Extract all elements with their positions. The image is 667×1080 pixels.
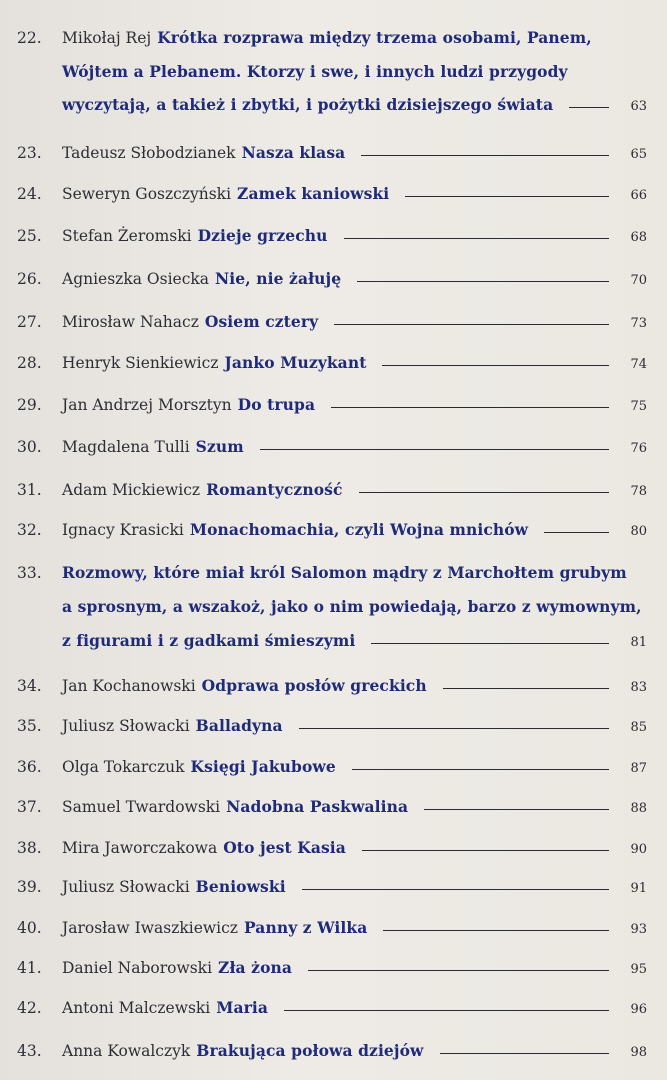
entry-number: 39.: [17, 878, 42, 896]
entry-line: [62, 95, 647, 117]
entry-title[interactable]: Odprawa posłów greckich: [201, 676, 427, 695]
entry-author: Stefan Żeromski: [62, 227, 192, 245]
toc-entry[interactable]: [0, 918, 667, 940]
entry-line: [62, 757, 647, 779]
dot-leader-line: [382, 364, 609, 366]
dot-leader-line: [424, 808, 609, 810]
entry-page-number: 63: [630, 99, 647, 114]
entry-title[interactable]: Wójtem a Plebanem. Ktorzy i swe, i innych ludzi przygody: [62, 62, 568, 81]
dot-leader-line: [440, 1052, 610, 1054]
entry-number: 43.: [17, 1042, 42, 1060]
entry-number: 26.: [17, 270, 42, 288]
entry-author: Magdalena Tulli: [62, 438, 190, 456]
entry-number: 41.: [17, 959, 42, 977]
entry-line: [62, 28, 647, 48]
entry-number: 35.: [17, 717, 42, 735]
entry-author: Adam Mickiewicz: [62, 481, 201, 499]
toc-entry[interactable]: [0, 480, 667, 502]
entry-page-number: 68: [630, 230, 647, 245]
dot-leader-line: [352, 768, 609, 770]
entry-page-number: 70: [630, 273, 647, 288]
dot-leader-line: [299, 727, 609, 729]
entry-author: Daniel Naborowski: [62, 959, 213, 977]
entry-author: Jarosław Iwaszkiewicz: [62, 919, 238, 937]
dot-leader-line: [260, 448, 609, 450]
entry-author: Henryk Sienkiewicz: [62, 354, 219, 372]
entry-author: Mikołaj Rej: [62, 29, 152, 47]
entry-title[interactable]: wyczytają, a takież i zbytki, i pożytki dzisiejszego świata: [62, 95, 554, 114]
toc-entry[interactable]: [0, 437, 667, 459]
entry-author: Olga Tokarczuk: [62, 758, 185, 776]
entry-title[interactable]: Szum: [195, 437, 244, 456]
entry-page-number: 95: [630, 962, 647, 977]
entry-title[interactable]: Beniowski: [195, 877, 286, 896]
entry-page-number: 85: [630, 720, 647, 735]
entry-author: Samuel Twardowski: [62, 798, 221, 816]
dot-leader-line: [344, 237, 610, 239]
toc-entry[interactable]: [0, 520, 667, 542]
entry-title[interactable]: Maria: [216, 998, 269, 1017]
entry-page-number: 75: [630, 399, 647, 414]
entry-title[interactable]: Osiem cztery: [204, 312, 319, 331]
entry-page-number: 91: [630, 881, 647, 896]
entry-title[interactable]: Brakująca połowa dziejów: [196, 1041, 424, 1060]
entry-number: 28.: [17, 354, 42, 372]
entry-number: 36.: [17, 758, 42, 776]
entry-number: 25.: [17, 227, 42, 245]
toc-entry[interactable]: [0, 1041, 667, 1063]
dot-leader-line: [308, 969, 609, 971]
entry-page-number: 81: [630, 635, 647, 650]
entry-line: [62, 312, 647, 334]
entry-author: Tadeusz Słobodzianek: [62, 144, 236, 162]
entry-page-number: 96: [630, 1002, 647, 1017]
entry-title[interactable]: Do trupa: [237, 395, 316, 414]
toc-entry[interactable]: [0, 676, 667, 698]
entry-title[interactable]: Romantyczność: [206, 480, 343, 499]
entry-line: [62, 676, 647, 698]
toc-entry[interactable]: [0, 395, 667, 417]
toc-entry[interactable]: [0, 998, 667, 1020]
entry-title[interactable]: Nasza klasa: [241, 143, 346, 162]
entry-line: [62, 353, 647, 375]
entry-line: [62, 716, 647, 738]
entry-author: Jan Kochanowski: [62, 677, 196, 695]
entry-line: [62, 1041, 647, 1063]
dot-leader-line: [284, 1009, 609, 1011]
toc-entry[interactable]: [0, 958, 667, 980]
toc-entry[interactable]: [0, 877, 667, 899]
entry-page-number: 74: [630, 357, 647, 372]
entry-line: [62, 520, 647, 542]
toc-entry[interactable]: [0, 226, 667, 248]
entry-line: [62, 269, 647, 291]
entry-title[interactable]: Balladyna: [195, 716, 283, 735]
toc-entry[interactable]: [0, 269, 667, 291]
entry-number: 37.: [17, 798, 42, 816]
entry-title[interactable]: Panny z Wilka: [243, 918, 368, 937]
entry-page-number: 83: [630, 680, 647, 695]
entry-title[interactable]: a sprosnym, a wszakoż, jako o nim powiedają, barzo z wymownym,: [62, 597, 642, 616]
entry-line: [62, 998, 647, 1020]
dot-leader-line: [569, 106, 609, 108]
entry-line: [62, 395, 647, 417]
entry-page-number: 73: [630, 316, 647, 331]
entry-line: [62, 563, 647, 583]
entry-author: Anna Kowalczyk: [62, 1042, 191, 1060]
entry-author: Juliusz Słowacki: [62, 717, 190, 735]
entry-line: [62, 877, 647, 899]
toc-entry[interactable]: [0, 28, 667, 117]
entry-title[interactable]: Monachomachia, czyli Wojna mnichów: [189, 520, 529, 539]
dot-leader-line: [443, 687, 609, 689]
entry-number: 42.: [17, 999, 42, 1017]
dot-leader-line: [383, 929, 609, 931]
entry-title[interactable]: Rozmowy, które miał król Salomon mądry z Marchołtem grubym: [62, 563, 627, 582]
entry-line: [62, 958, 647, 980]
entry-author: Juliusz Słowacki: [62, 878, 190, 896]
entry-line: [62, 597, 647, 617]
entry-page-number: 87: [630, 761, 647, 776]
entry-number: 24.: [17, 185, 42, 203]
dot-leader-line: [371, 642, 609, 644]
entry-title[interactable]: Zamek kaniowski: [237, 184, 390, 203]
entry-line: [62, 226, 647, 248]
dot-leader-line: [334, 323, 609, 325]
entry-page-number: 66: [630, 188, 647, 203]
toc-entry[interactable]: [0, 716, 667, 738]
entry-line: [62, 143, 647, 165]
dot-leader-line: [405, 195, 609, 197]
entry-number: 40.: [17, 919, 42, 937]
dot-leader-line: [361, 154, 609, 156]
entry-number: 23.: [17, 144, 42, 162]
entry-page-number: 65: [630, 147, 647, 162]
entry-number: 38.: [17, 839, 42, 857]
entry-number: 22.: [17, 29, 42, 47]
toc-entry[interactable]: [0, 312, 667, 334]
entry-page-number: 98: [630, 1045, 647, 1060]
entry-number: 29.: [17, 396, 42, 414]
entry-number: 31.: [17, 481, 42, 499]
entry-page-number: 93: [630, 922, 647, 937]
entry-line: [62, 631, 647, 653]
entry-title[interactable]: Krótka rozprawa między trzema osobami, Panem,: [157, 28, 592, 47]
entry-title[interactable]: Dzieje grzechu: [197, 226, 328, 245]
entry-line: [62, 918, 647, 940]
entry-line: [62, 437, 647, 459]
toc-entry[interactable]: [0, 563, 667, 653]
entry-author: Seweryn Goszczyński: [62, 185, 232, 203]
entry-title[interactable]: z figurami i z gadkami śmieszymi: [62, 631, 356, 650]
entry-title[interactable]: Janko Muzykant: [224, 353, 367, 372]
dot-leader-line: [357, 280, 609, 282]
entry-page-number: 90: [630, 842, 647, 857]
dot-leader-line: [331, 406, 609, 408]
entry-number: 27.: [17, 313, 42, 331]
entry-author: Agnieszka Osiecka: [62, 270, 210, 288]
entry-author: Jan Andrzej Morsztyn: [62, 396, 232, 414]
entry-author: Mirosław Nahacz: [62, 313, 199, 331]
entry-page-number: 76: [630, 441, 647, 456]
entry-line: [62, 797, 647, 819]
entry-page-number: 88: [630, 801, 647, 816]
entry-number: 30.: [17, 438, 42, 456]
toc-entry[interactable]: [0, 797, 667, 819]
entry-page-number: 80: [630, 524, 647, 539]
entry-page-number: 78: [630, 484, 647, 499]
entry-author: Ignacy Krasicki: [62, 521, 184, 539]
entry-line: [62, 62, 647, 82]
entry-title[interactable]: Nadobna Paskwalina: [226, 797, 409, 816]
entry-title[interactable]: Księgi Jakubowe: [190, 757, 336, 776]
entry-line: [62, 838, 647, 860]
dot-leader-line: [362, 849, 609, 851]
entry-author: Antoni Malczewski: [62, 999, 211, 1017]
toc-entry[interactable]: [0, 353, 667, 375]
dot-leader-line: [544, 531, 609, 533]
toc-entry[interactable]: [0, 184, 667, 206]
dot-leader-line: [302, 888, 609, 890]
entry-line: [62, 480, 647, 502]
entry-number: 33.: [17, 564, 42, 582]
toc-entry[interactable]: [0, 838, 667, 860]
entry-author: Mira Jaworczakowa: [62, 839, 218, 857]
toc-entry[interactable]: [0, 757, 667, 779]
entry-title[interactable]: Nie, nie żałuję: [215, 269, 342, 288]
dot-leader-line: [359, 491, 609, 493]
entry-title[interactable]: Zła żona: [218, 958, 293, 977]
toc-entry[interactable]: [0, 143, 667, 165]
entry-number: 32.: [17, 521, 42, 539]
entry-number: 34.: [17, 677, 42, 695]
entry-title[interactable]: Oto jest Kasia: [223, 838, 346, 857]
entry-line: [62, 184, 647, 206]
